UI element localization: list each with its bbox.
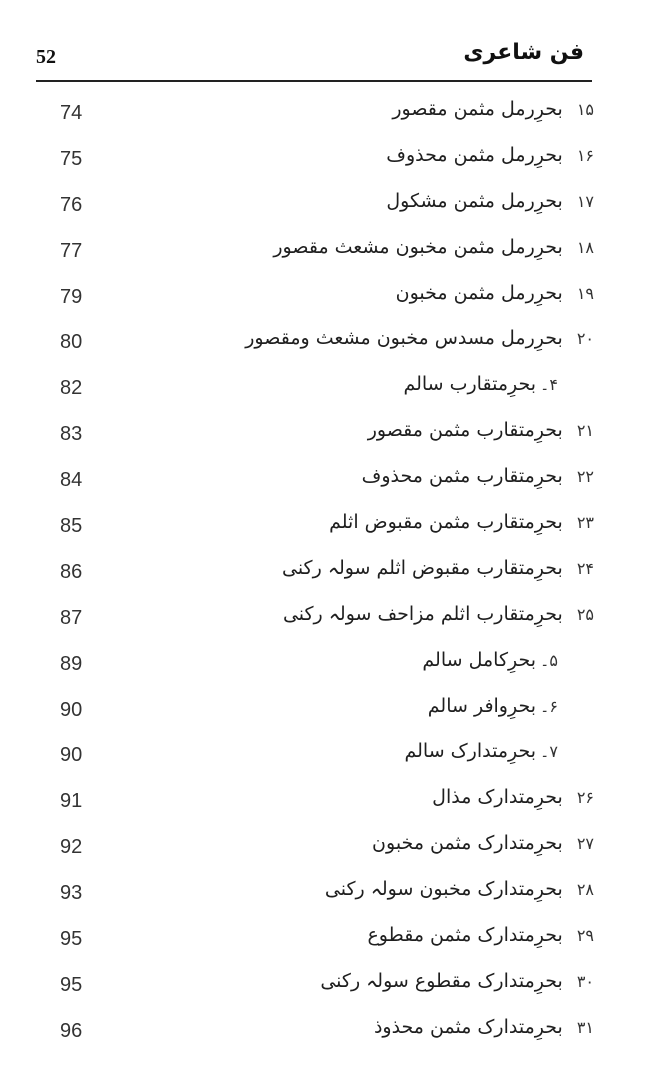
toc-row — [0, 778, 670, 824]
toc-entry-number: ۱۷ — [576, 191, 594, 211]
toc-section-heading — [403, 373, 558, 395]
toc-row — [0, 274, 670, 320]
toc-entry-number: ۳۱ — [576, 1017, 594, 1037]
toc-entry-number: ۱۹ — [576, 283, 594, 303]
toc-entry-number: ۲۵ — [576, 604, 594, 624]
toc-entry-number: ۲۷ — [576, 834, 594, 854]
toc-page-number: 74 — [60, 102, 83, 124]
toc-entry-title: بحرِرمل مثمن محذوف — [386, 143, 563, 166]
toc-entry — [392, 98, 594, 120]
toc-page-number: 96 — [60, 1019, 83, 1042]
toc-page-number: 86 — [60, 560, 83, 583]
table-of-contents — [0, 90, 670, 1054]
toc-entry — [386, 190, 594, 212]
toc-entry — [282, 557, 594, 579]
page-number: 52 — [36, 46, 56, 68]
toc-entry-title: بحرِمتقارب مثمن مقبوض اثلم — [329, 511, 563, 534]
toc-entry — [245, 327, 594, 349]
toc-entry — [329, 511, 594, 533]
toc-entry-title: بحرِرمل مثمن مخبون — [395, 281, 563, 304]
toc-page-number: 83 — [60, 423, 83, 446]
toc-entry-title: بحرِمتقارب مثمن مقصور — [367, 419, 563, 442]
toc-row — [0, 365, 670, 411]
toc-entry-number: ۷۔ — [540, 742, 558, 762]
toc-entry-number: ۱۶ — [576, 145, 594, 165]
toc-entry — [362, 465, 594, 487]
toc-row — [0, 1008, 670, 1054]
toc-row — [0, 962, 670, 1008]
toc-page-number: 76 — [60, 193, 83, 216]
toc-row — [0, 549, 670, 595]
toc-entry — [386, 144, 594, 166]
running-head-title: فن شاعری — [463, 40, 584, 65]
toc-page-number: 85 — [60, 515, 83, 538]
toc-row — [0, 136, 670, 182]
toc-entry-title: بحرِرمل مثمن مخبون مشعث مقصور — [273, 235, 563, 258]
toc-page-number: 91 — [60, 790, 83, 813]
toc-page-number: 84 — [60, 469, 83, 492]
toc-section-heading — [404, 740, 558, 762]
toc-entry-title: بحرِمتقارب مثمن محذوف — [361, 465, 563, 488]
toc-entry-number: ۳۰ — [576, 971, 594, 991]
toc-page-number: 95 — [60, 973, 83, 996]
toc-entry — [372, 832, 594, 854]
toc-page-number: 80 — [60, 331, 83, 354]
toc-entry — [374, 1016, 594, 1038]
toc-entry — [320, 970, 594, 992]
toc-page-number: 79 — [60, 285, 83, 308]
toc-entry-number: ۲۴ — [576, 558, 594, 578]
toc-page-number: 75 — [60, 147, 83, 170]
toc-row — [0, 732, 670, 778]
toc-section-heading — [422, 649, 558, 671]
toc-entry-title: بحرِمتقارب سالم — [403, 373, 537, 396]
toc-page-number: 90 — [60, 744, 83, 767]
toc-entry — [325, 878, 594, 900]
toc-entry-number: ۲۳ — [576, 513, 594, 533]
toc-entry-number: ۲۶ — [576, 788, 594, 808]
toc-entry — [367, 924, 594, 946]
toc-row — [0, 503, 670, 549]
toc-entry-number: ۶۔ — [540, 696, 558, 716]
toc-row — [0, 641, 670, 687]
toc-entry-number: ۴۔ — [540, 375, 558, 395]
toc-entry-title: بحرِمتقارب اثلم مزاحف سولہ رکنی — [282, 602, 563, 625]
toc-entry-number: ۲۱ — [576, 421, 594, 441]
toc-entry-number: ۲۹ — [576, 926, 594, 946]
toc-section-heading — [428, 695, 558, 717]
toc-page-number: 87 — [60, 606, 83, 629]
toc-entry — [368, 419, 594, 441]
toc-entry-number: ۱۸ — [576, 237, 594, 257]
toc-page-number: 95 — [60, 928, 83, 951]
toc-row — [0, 319, 670, 365]
toc-page-number: 90 — [60, 698, 83, 721]
toc-row — [0, 595, 670, 641]
toc-entry-title: بحرِمتدارک سالم — [404, 740, 537, 763]
toc-row — [0, 182, 670, 228]
toc-row — [0, 687, 670, 733]
toc-entry — [432, 786, 594, 808]
toc-row — [0, 457, 670, 503]
toc-page-number: 89 — [60, 652, 83, 675]
toc-row — [0, 870, 670, 916]
toc-entry — [283, 603, 594, 625]
toc-page-number: 82 — [60, 377, 83, 400]
toc-entry-number: ۱۵ — [576, 100, 594, 119]
toc-row — [0, 916, 670, 962]
toc-entry-number: ۲۸ — [576, 880, 594, 900]
toc-entry-title: بحرِمتدارک مثمن مقطوع — [367, 924, 563, 947]
toc-entry-title: بحرِمتدارک مثمن محذوذ — [373, 1015, 563, 1038]
toc-entry-title: بحرِمتدارک مقطوع سولہ رکنی — [320, 969, 563, 992]
toc-row — [0, 824, 670, 870]
toc-entry-title: بحرِرمل مثمن مشکول — [386, 189, 563, 212]
toc-entry-title: بحرِمتدارک مثمن مخبون — [372, 832, 563, 855]
toc-entry-title: بحرِمتدارک مذال — [432, 786, 563, 809]
toc-page-number: 92 — [60, 836, 83, 859]
toc-entry-title: بحرِرمل مسدس مخبون مشعث ومقصور — [245, 327, 563, 350]
header-divider — [36, 80, 592, 82]
toc-entry-title: بحرِرمل مثمن مقصور — [392, 98, 563, 120]
toc-entry-number: ۲۰ — [576, 329, 594, 349]
toc-entry-number: ۵۔ — [540, 650, 558, 670]
toc-entry-title: بحرِکامل سالم — [422, 648, 537, 671]
toc-entry-title: بحرِمتدارک مخبون سولہ رکنی — [324, 878, 563, 901]
toc-page-number: 77 — [60, 239, 83, 262]
toc-entry — [273, 236, 594, 258]
toc-row — [0, 90, 670, 136]
toc-entry — [396, 282, 594, 304]
toc-row — [0, 228, 670, 274]
toc-row — [0, 411, 670, 457]
toc-entry-title: بحرِمتقارب مقبوض اثلم سولہ رکنی — [281, 556, 563, 579]
toc-page-number: 93 — [60, 882, 83, 905]
toc-entry-title: بحرِوافر سالم — [427, 694, 537, 717]
toc-entry-number: ۲۲ — [576, 467, 594, 487]
